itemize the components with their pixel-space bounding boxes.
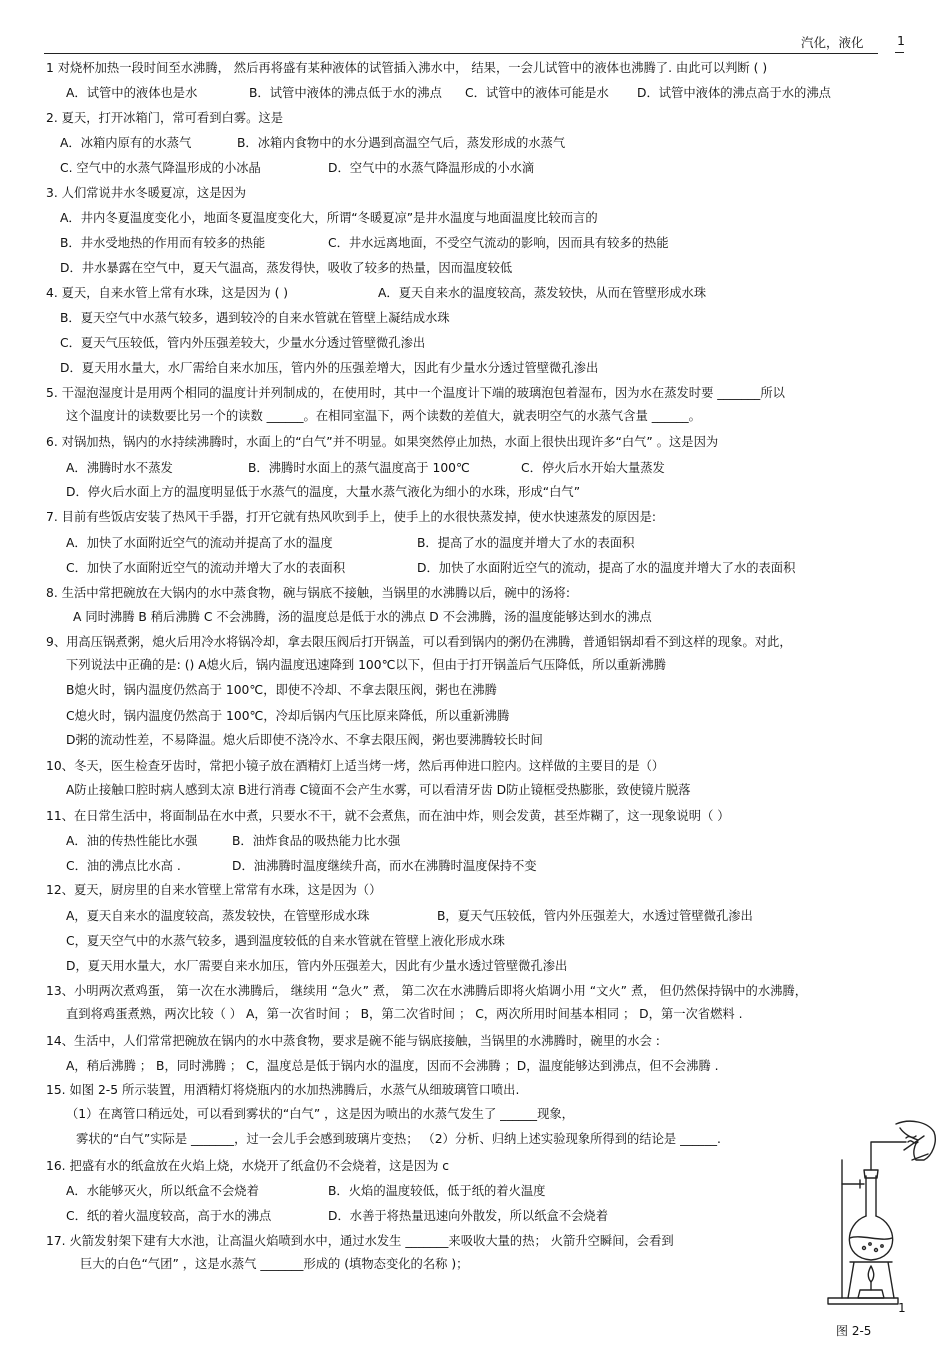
question-2-option-d: D．空气中的水蒸气降温形成的小水滴 [328,161,535,175]
question-5-line-2: 这个温度计的读数要比另一个的读数 ______。在相同室温下，两个读数的差值大，就表明空气的水蒸气含量 ______。 [66,409,701,423]
question-10-stem: 10、冬天，医生检查牙齿时，常把小镜子放在酒精灯上适当烤一烤，然后再伸进口腔内。这样做的主要目的是（） [46,759,665,773]
question-5-line-1: 5. 干湿泡湿度计是用两个相同的温度计并列制成的，在使用时，其中一个温度计下端的玻璃泡包着湿布，因为水在蒸发时要 _______所以 [46,386,785,400]
question-12-option-a: A，夏天自来水的温度较高，蒸发较快，在管壁形成水珠 [66,909,370,923]
question-4-row [46,285,706,301]
question-13-line-2: 直到将鸡蛋煮熟，两次比较（ ） A，第一次省时间 ； B，第二次省时间 ； C，两次所用时间基本相同 ； D，第一次省燃料 . [66,1007,743,1021]
question-11-stem: 11、在日常生活中，将面制品在水中煮，只要水不干，就不会煮焦，而在油中炸，则会发黄，甚至炸糊了，这一现象说明（ ） [46,809,730,823]
question-1-stem: 1 对烧杯加热一段时间至水沸腾， 然后再将盛有某种液体的试管插入沸水中， 结果，一会儿试管中的液体也沸腾了. 由此可以判断 ( ) [46,61,768,75]
question-7-option-b: B．提高了水的温度并增大了水的表面积 [417,536,635,550]
question-17-line-2: 巨大的白色“气团” ，这是水蒸气 _______形成的 (填物态变化的名称 )； [80,1257,469,1271]
question-4-option-d: D．夏天用水量大，水厂需给自来水加压，管内外的压强差增大，因此有少量水分透过管壁微孔渗出 [60,361,599,375]
question-9-line-2: 下列说法中正确的是: () A熄火后，锅内温度迅速降到 100℃以下，但由于打开锅盖后气压降低，所以重新沸腾 [66,658,666,672]
header-title: 汽化，液化 [801,35,864,50]
question-15-line-2: （1）在离管口稍远处，可以看到雾状的“白气” ，这是因为喷出的水蒸气发生了 ______现象， [66,1107,574,1121]
question-4-stem: 4. 夏天，自来水管上常有水珠，这是因为 ( ) [46,286,289,300]
question-11-options-row-1 [66,833,400,849]
question-16-options-row-1 [66,1183,545,1199]
question-16-stem: 16. 把盛有水的纸盒放在火焰上烧，水烧开了纸盒仍不会烧着，这是因为 c [46,1159,450,1173]
apparatus-illustration [820,1120,940,1310]
question-3-stem: 3. 人们常说井水冬暖夏凉，这是因为 [46,186,247,200]
question-9-option-c: C熄火时，锅内温度仍然高于 100℃，冷却后锅内气压比原来降低，所以重新沸腾 [66,709,510,723]
question-1-option-b: B．试管中液体的沸点低于水的沸点 [249,86,442,100]
figure-page-number: 1 [898,1301,906,1315]
question-9-line-1: 9、用高压锅煮粥，熄火后用冷水将锅冷却，拿去限压阀后打开锅盖，可以看到锅内的粥仍在沸腾，普通铝锅却看不到这样的现象。对此， [46,635,792,649]
question-3-option-c: C．井水远离地面，不受空气流动的影响，因而具有较多的热能 [328,236,669,250]
question-4-option-a: A．夏天自来水的温度较高，蒸发较快，从而在管壁形成水珠 [378,286,707,300]
question-11-option-c: C．油的沸点比水高 . [66,859,181,873]
question-16-option-c: C．纸的着火温度较高，高于水的沸点 [66,1209,272,1223]
question-12-options-row [66,908,753,924]
question-1-options [66,85,831,101]
question-16-option-b: B．火焰的温度较低，低于纸的着火温度 [328,1184,546,1198]
question-7-options-row-2 [66,560,795,576]
question-12-option-d: D，夏天用水量大，水厂需要自来水加压，管内外压强差大，因此有少量水透过管壁微孔渗出 [66,959,568,973]
question-7-options-row-1 [66,535,634,551]
question-14-stem: 14、生活中，人们常常把碗放在锅内的水中蒸食物，要求是碗不能与锅底接触，当锅里的水沸腾时，碗里的水会 : [46,1034,660,1048]
question-11-options-row-2 [66,858,537,874]
question-12-option-b: B，夏天气压较低，管内外压强差大，水透过管壁微孔渗出 [437,909,753,923]
question-11-option-d: D．油沸腾时温度继续升高，而水在沸腾时温度保持不变 [232,859,537,873]
question-10-options: A防止接触口腔时病人感到太凉 B进行消毒 C镜面不会产生水雾，可以看清牙齿 D防止镜框受热膨胀，致使镜片脱落 [66,783,691,797]
question-2-option-a: A．冰箱内原有的水蒸气 [60,136,192,150]
question-1-option-c: C．试管中的液体可能是水 [465,86,609,100]
question-7-option-a: A．加快了水面附近空气的流动并提高了水的温度 [66,536,333,550]
question-3-options-row [60,235,669,251]
question-7-option-d: D．加快了水面附近空气的流动，提高了水的温度并增大了水的表面积 [417,561,796,575]
question-1-option-a: A．试管中的液体也是水 [66,86,198,100]
question-4-option-b: B．夏天空气中水蒸气较多，遇到较冷的自来水管就在管壁上凝结成水珠 [60,311,450,325]
question-14-options: A，稍后沸腾 ； B，同时沸腾 ； C，温度总是低于锅内水的温度，因而不会沸腾 ；D，温度能够达到沸点，但不会沸腾 . [66,1059,719,1073]
question-1-option-d: D．试管中液体的沸点高于水的沸点 [637,86,831,100]
figure-caption: 图 2-5 [836,1324,872,1338]
question-6-option-d: D．停火后水面上方的温度明显低于水蒸气的温度，大量水蒸气液化为细小的水珠，形成“白气” [66,485,581,499]
question-12-stem: 12、夏天，厨房里的自来水管壁上常常有水珠，这是因为（） [46,883,382,897]
question-15-line-3: 雾状的“白气”实际是 _______，过一会儿手会感到玻璃片变热； （2）分析、归纳上述实验现象所得到的结论是 ______. [76,1132,721,1146]
question-7-option-c: C．加快了水面附近空气的流动并增大了水的表面积 [66,561,346,575]
question-6-stem: 6. 对锅加热，锅内的水持续沸腾时，水面上的“白气”并不明显。如果突然停止加热，水面上很快出现许多“白气” 。这是因为 [46,435,719,449]
question-2-option-b: B．冰箱内食物中的水分遇到高温空气后，蒸发形成的水蒸气 [237,136,566,150]
header-tick [895,52,904,53]
question-6-options-row [66,460,665,476]
question-2-options-row-1 [60,135,565,151]
question-6-option-a: A．沸腾时水不蒸发 [66,461,173,475]
question-8-stem: 8. 生活中常把碗放在大锅内的水中蒸食物，碗与锅底不接触，当锅里的水沸腾以后，碗中的汤将: [46,586,570,600]
question-16-option-d: D．水善于将热量迅速向外散发，所以纸盒不会烧着 [328,1209,609,1223]
question-4-option-c: C．夏天气压较低，管内外压强差较大，少量水分透过管壁微孔渗出 [60,336,426,350]
question-9-option-d: D粥的流动性差，不易降温。熄火后即使不浇冷水、不拿去限压阀，粥也要沸腾较长时间 [66,733,543,747]
question-16-option-a: A．水能够灭火，所以纸盒不会烧着 [66,1184,259,1198]
question-2-option-c: C. 空气中的水蒸气降温形成的小冰晶 [60,161,261,175]
question-3-option-a: A．井内冬夏温度变化小，地面冬夏温度变化大，所谓“冬暖夏凉”是井水温度与地面温度比较而言的 [60,211,598,225]
question-12-option-c: C，夏天空气中的水蒸气较多，遇到温度较低的自来水管就在管壁上液化形成水珠 [66,934,505,948]
question-6-option-b: B．沸腾时水面上的蒸气温度高于 100℃ [248,461,470,475]
question-11-option-a: A．油的传热性能比水强 [66,834,198,848]
question-2-options-row-2 [60,160,534,176]
header-page-number: 1 [897,33,905,48]
question-15-stem: 15. 如图 2-5 所示装置，用酒精灯将烧瓶内的水加热沸腾后，水蒸气从细玻璃管口喷出. [46,1083,520,1097]
header-rule [44,53,878,54]
question-17-line-1: 17. 火箭发射架下建有大水池，让高温火焰喷到水中，通过水发生 _______来吸收大量的热； 火箭升空瞬间，会看到 [46,1234,674,1248]
question-8-options: A 同时沸腾 B 稍后沸腾 C 不会沸腾，汤的温度总是低于水的沸点 D 不会沸腾，汤的温度能够达到水的沸点 [73,610,652,624]
question-6-option-c: C．停火后水开始大量蒸发 [521,461,665,475]
question-9-option-b: B熄火时，锅内温度仍然高于 100℃，即使不冷却、不拿去限压阀，粥也在沸腾 [66,683,497,697]
question-11-option-b: B．油炸食品的吸热能力比水强 [232,834,401,848]
question-13-line-1: 13、小明两次煮鸡蛋， 第一次在水沸腾后， 继续用 “急火” 煮， 第二次在水沸腾后即将火焰调小用 “文火” 煮， 但仍然保持锅中的水沸腾， [46,984,808,998]
question-16-options-row-2 [66,1208,608,1224]
question-3-option-b: B．井水受地热的作用而有较多的热能 [60,236,266,250]
question-3-option-d: D．井水暴露在空气中，夏天气温高，蒸发得快，吸收了较多的热量，因而温度较低 [60,261,513,275]
question-7-stem: 7. 目前有些饭店安装了热风干手器，打开它就有热风吹到手上，使手上的水很快蒸发掉，使水快速蒸发的原因是: [46,510,657,524]
question-2-stem: 2. 夏天，打开冰箱门，常可看到白雾。这是 [46,111,283,125]
